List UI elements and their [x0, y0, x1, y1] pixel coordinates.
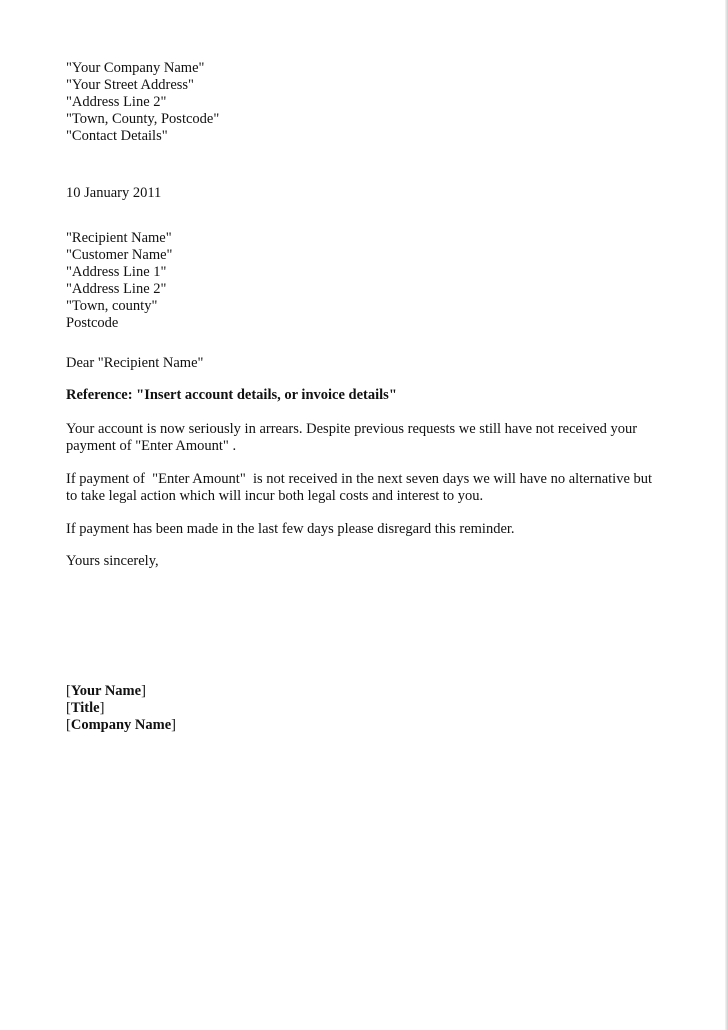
paragraph-2-line-1: If payment of "Enter Amount" is not received in the next seven days we will have no alternative but	[66, 471, 653, 487]
paragraph-legal-action	[66, 471, 686, 505]
bracket-close: ]	[99, 700, 105, 716]
closing	[66, 553, 686, 570]
bracket-open: [	[66, 683, 71, 699]
bracket-close: ]	[141, 683, 146, 699]
reference-line	[66, 387, 686, 404]
letter-body	[66, 60, 686, 734]
recipient-address-line-2: "Address Line 2"	[66, 281, 167, 297]
sender-contact-details: "Contact Details"	[66, 128, 168, 144]
recipient-town-county: "Town, county"	[66, 298, 158, 314]
recipient-customer-name: "Customer Name"	[66, 247, 173, 263]
sender-street-address: "Your Street Address"	[66, 77, 194, 93]
paragraph-1-line-1: Your account is now seriously in arrears. Despite previous requests we still have not received your	[66, 421, 638, 437]
sender-address	[66, 60, 686, 145]
paragraph-3-text: If payment has been made in the last few days please disregard this reminder.	[66, 521, 515, 537]
signature-company: Company Name	[70, 717, 172, 733]
signature-title-line	[66, 700, 686, 717]
signature-name-line	[66, 683, 686, 700]
sender-address-line-2: "Address Line 2"	[66, 94, 167, 110]
sender-company-name: "Your Company Name"	[66, 60, 205, 76]
recipient-address	[66, 230, 686, 332]
bracket-open: [	[66, 700, 71, 716]
salutation	[66, 355, 686, 372]
signature-name: Your Name	[70, 683, 142, 699]
signature-title: Title	[70, 700, 100, 716]
recipient-postcode: Postcode	[66, 315, 119, 331]
recipient-name: "Recipient Name"	[66, 230, 172, 246]
paragraph-1-line-2: payment of "Enter Amount" .	[66, 438, 237, 454]
paragraph-2-line-2: to take legal action which will incur both legal costs and interest to you.	[66, 488, 484, 504]
signature-company-line	[66, 717, 686, 734]
salutation-text: Dear "Recipient Name"	[66, 355, 204, 371]
paragraph-disregard	[66, 521, 686, 538]
date-text: 10 January 2011	[66, 185, 162, 201]
signature-block	[66, 683, 686, 734]
bracket-open: [	[66, 717, 71, 733]
reference-text: Reference: "Insert account details, or invoice details"	[66, 387, 397, 403]
letter-date	[66, 185, 686, 202]
recipient-address-line-1: "Address Line 1"	[66, 264, 167, 280]
bracket-close: ]	[171, 717, 176, 733]
sender-town-county-postcode: "Town, County, Postcode"	[66, 111, 220, 127]
paragraph-arrears	[66, 421, 686, 455]
closing-text: Yours sincerely,	[66, 553, 159, 569]
